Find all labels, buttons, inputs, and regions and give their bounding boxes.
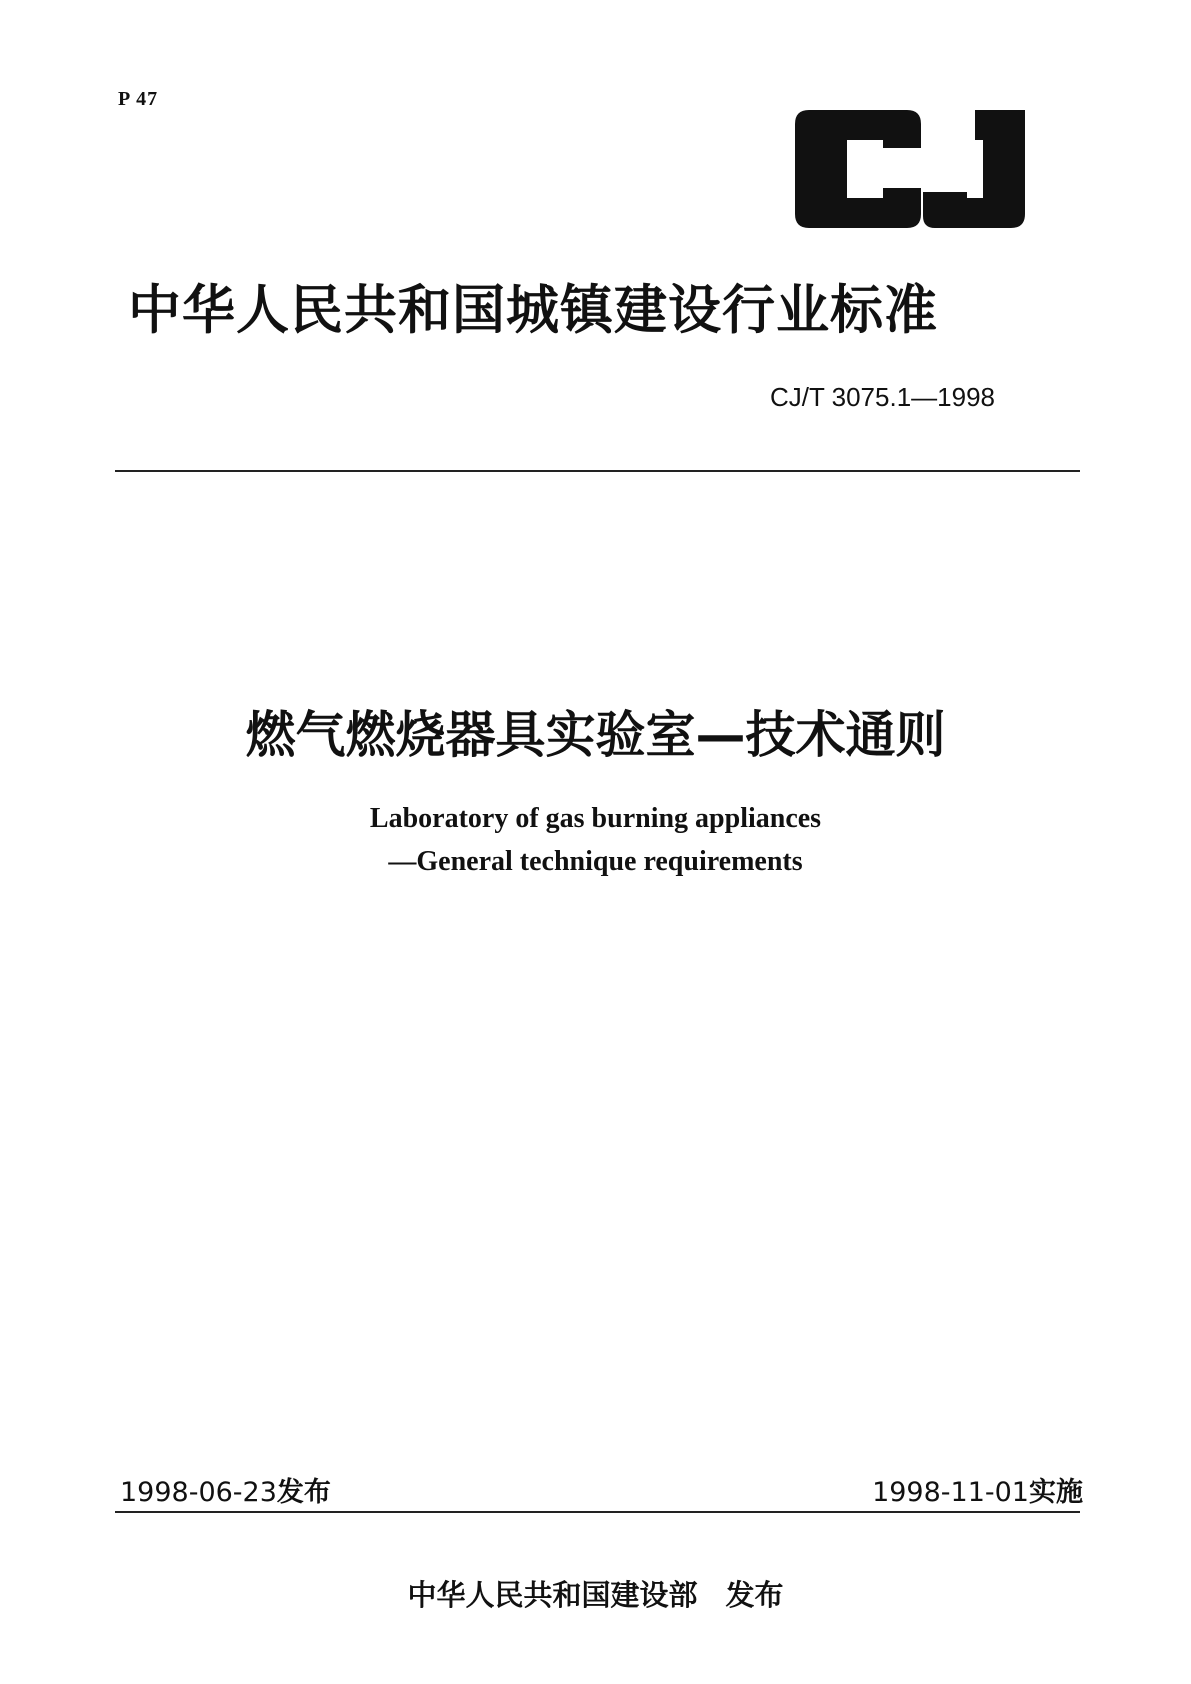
cj-logo-j (923, 110, 1025, 228)
top-divider (115, 470, 1080, 472)
effective-label: 实施 (1029, 1477, 1083, 1508)
document-title-english-line1: Laboratory of gas burning appliances (369, 803, 822, 834)
issue-date-block (120, 1470, 331, 1509)
standard-category-title: 中华人民共和国城镇建设行业标准 (128, 280, 938, 341)
effective-date: 1998-11-01 (872, 1477, 1029, 1508)
standard-number: CJ/T 3075.1—1998 (770, 382, 995, 412)
issue-date: 1998-06-23 (120, 1477, 277, 1508)
bottom-divider (115, 1511, 1080, 1513)
classification-code: P 47 (118, 88, 159, 110)
publisher-action: 发布 (725, 1578, 784, 1612)
cj-logo-c (795, 110, 921, 228)
cj-logo (795, 110, 1025, 228)
publisher-line (0, 1573, 1191, 1614)
issue-label: 发布 (276, 1477, 331, 1508)
effective-date-block (872, 1470, 1083, 1509)
document-title-english-line2: —General technique requirements (388, 846, 803, 877)
document-title-chinese: 燃气燃烧器具实验室—技术通则 (245, 706, 946, 764)
publisher-name: 中华人民共和国建设部 (407, 1578, 698, 1612)
